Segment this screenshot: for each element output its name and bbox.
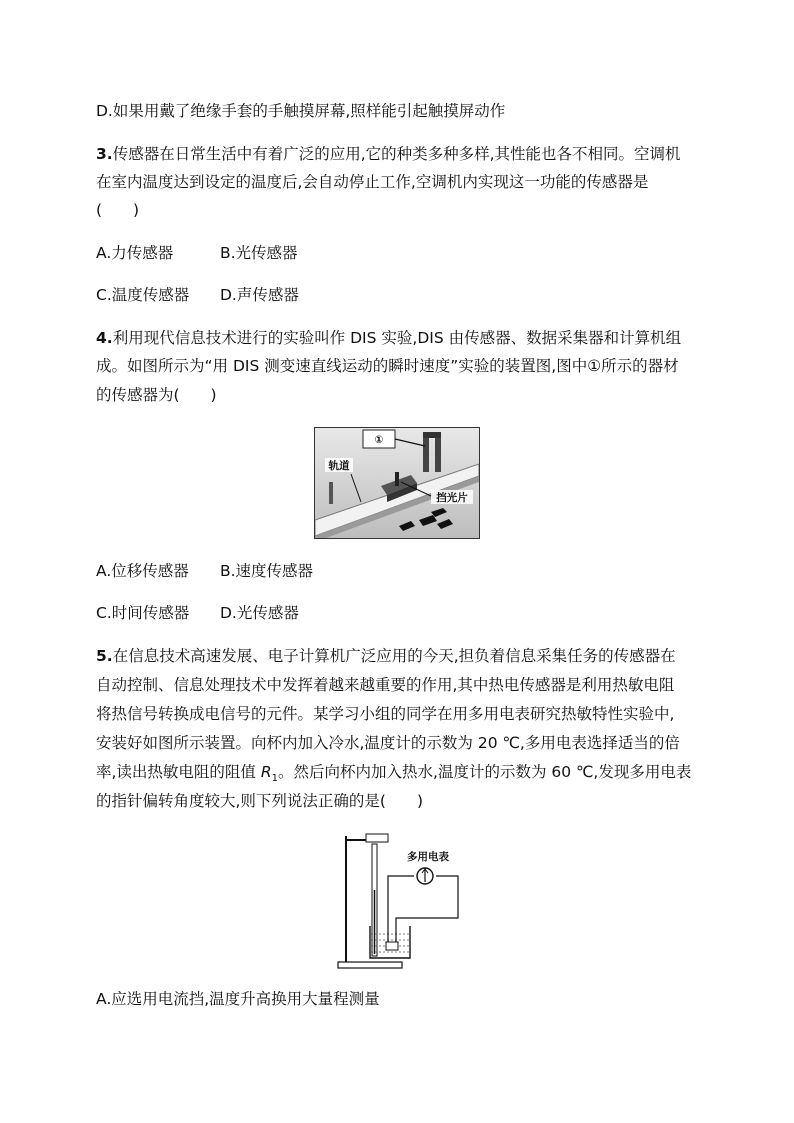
q5-stem-line-6: 的指针偏转角度较大,则下列说法正确的是( ) bbox=[96, 792, 424, 810]
marker-label: ① bbox=[374, 434, 384, 446]
thermistor-circuit-diagram bbox=[336, 830, 466, 970]
q3-text-1: 传感器在日常生活中有着广泛的应用,它的种类多种多样,其性能也各不相同。空调机 bbox=[112, 145, 681, 163]
track-label: 轨道 bbox=[328, 460, 350, 472]
q4-stem-line-2: 成。如图所示为“用 DIS 测变速直线运动的瞬时速度”实验的装置图,图中①所示的器材 bbox=[96, 357, 679, 375]
q5-option-a: A.应选用电流挡,温度升高换用大量程测量 bbox=[96, 990, 380, 1008]
multimeter-label: 多用电表 bbox=[407, 851, 449, 863]
q3-stem-line-2: 在室内温度达到设定的温度后,会自动停止工作,空调机内实现这一功能的传感器是 bbox=[96, 173, 649, 191]
q4-option-b: B.速度传感器 bbox=[220, 562, 314, 580]
resistance-subscript: 1 bbox=[271, 773, 279, 785]
q4-stem-line-3: 的传感器为( ) bbox=[96, 386, 217, 404]
q3-answer-bracket: ( ) bbox=[96, 201, 140, 219]
q3-number: 3. bbox=[96, 145, 113, 163]
dis-apparatus-photo bbox=[314, 427, 480, 539]
q5-text-5b: 。然后向杯内加入热水,温度计的示数为 60 ℃,发现多用电表 bbox=[278, 763, 692, 781]
q5-stem-line-5 bbox=[96, 762, 691, 789]
resistance-symbol: R bbox=[260, 763, 272, 781]
q3-option-c: C.温度传感器 bbox=[96, 286, 190, 304]
q5-stem-line-3: 将热信号转换成电信号的元件。某学习小组的同学在用多用电表研究热敏特性实验中, bbox=[96, 705, 675, 723]
circuit-drawing bbox=[336, 830, 466, 970]
q3-option-a: A.力传感器 bbox=[96, 244, 174, 262]
q5-number: 5. bbox=[96, 647, 113, 665]
q5-text-1: 在信息技术高速发展、电子计算机广泛应用的今天,担负着信息采集任务的传感器在 bbox=[112, 647, 676, 665]
q4-option-d: D.光传感器 bbox=[220, 604, 299, 622]
shutter-label: 挡光片 bbox=[436, 492, 468, 504]
q5-stem-line-4: 安装好如图所示装置。向杯内加入冷水,温度计的示数为 20 ℃,多用电表选择适当的倍 bbox=[96, 734, 680, 752]
q4-text-1: 利用现代信息技术进行的实验叫作 DIS 实验,DIS 由传感器、数据采集器和计算机组 bbox=[112, 329, 682, 347]
dis-apparatus-drawing bbox=[315, 428, 479, 538]
q3-option-d: D.声传感器 bbox=[220, 286, 299, 304]
q5-stem-line-2: 自动控制、信息处理技术中发挥着越来越重要的作用,其中热电传感器是利用热敏电阻 bbox=[96, 676, 675, 694]
q4-number: 4. bbox=[96, 329, 113, 347]
q3-stem-line-1 bbox=[96, 144, 681, 164]
q4-option-c: C.时间传感器 bbox=[96, 604, 190, 622]
q4-stem-line-1 bbox=[96, 328, 681, 348]
q5-text-5a: 率,读出热敏电阻的阻值 bbox=[96, 763, 261, 781]
q2-option-d: D.如果用戴了绝缘手套的手触摸屏幕,照样能引起触摸屏动作 bbox=[96, 102, 506, 120]
q3-option-b: B.光传感器 bbox=[220, 244, 298, 262]
q4-option-a: A.位移传感器 bbox=[96, 562, 189, 580]
q5-stem-line-1 bbox=[96, 646, 676, 666]
